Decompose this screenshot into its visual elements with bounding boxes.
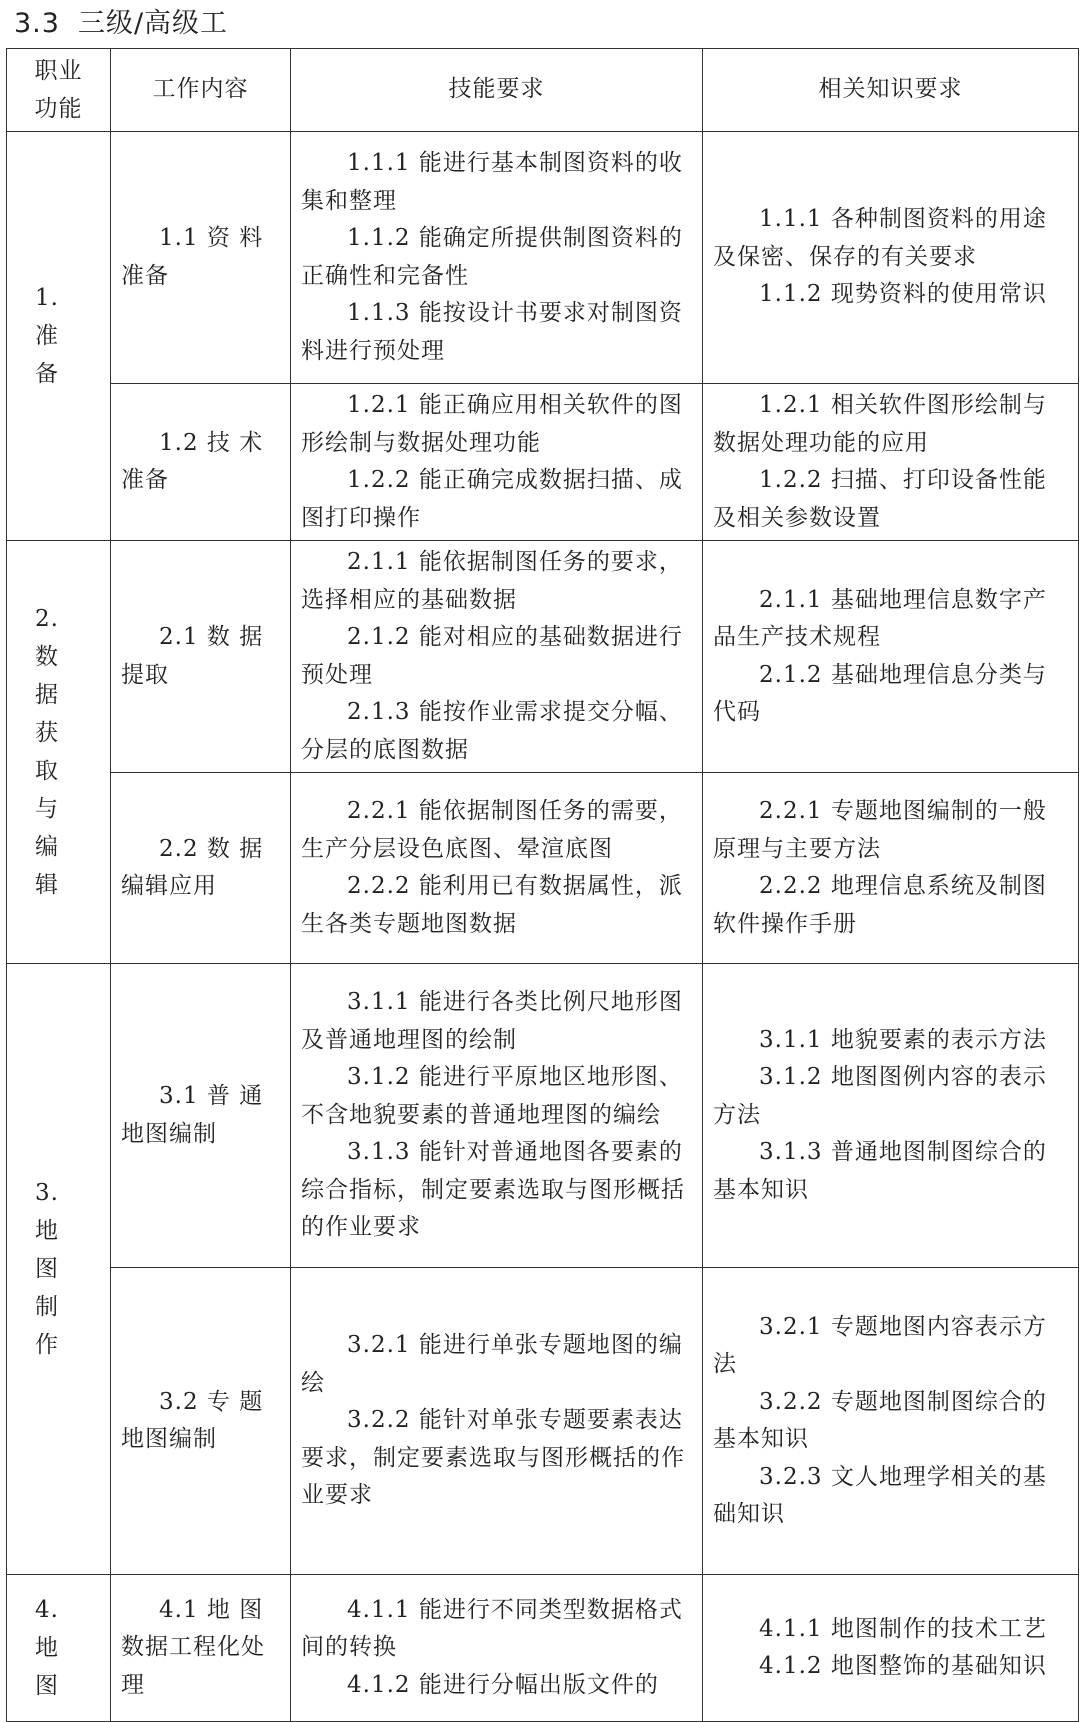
knowledge-item: 1.1.2 现势资料的使用常识	[759, 281, 1047, 308]
skill-item: 4.1.2 能进行分幅出版文件的	[347, 1671, 659, 1698]
knowledge-item: 4.1.1 地图制作的技术工艺	[759, 1615, 1047, 1642]
skill-item: 2.1.1 能依据制图任务的要求，选择相应的基础数据	[301, 549, 683, 613]
table-row	[7, 1575, 1079, 1722]
work-cell	[111, 773, 291, 964]
function-char: 取	[35, 758, 59, 784]
work-number: 1.2 技 术	[159, 429, 264, 456]
table-header-row	[7, 49, 1079, 132]
work-cell	[111, 1575, 291, 1722]
knowledge-item: 2.2.2 地理信息系统及制图软件操作手册	[713, 873, 1047, 937]
function-char: 据	[35, 682, 59, 708]
function-char: 辑	[35, 872, 59, 898]
skill-item: 1.1.3 能按设计书要求对制图资料进行预处理	[301, 300, 683, 364]
work-title: 编辑应用	[121, 873, 217, 899]
knowledge-item: 3.2.3 文人地理学相关的基础知识	[713, 1463, 1047, 1527]
knowledge-item: 1.2.1 相关软件图形绘制与数据处理功能的应用	[713, 392, 1047, 456]
function-char: 与	[35, 796, 59, 822]
section-title: 三级/高级工	[77, 8, 229, 39]
knowledge-item: 1.1.1 各种制图资料的用途及保密、保存的有关要求	[713, 206, 1047, 270]
work-number: 1.1 资 料	[159, 225, 264, 251]
skill-cell	[291, 132, 703, 384]
knowledge-cell	[703, 541, 1079, 773]
work-title: 地图编制	[121, 1120, 217, 1147]
function-char: 作	[35, 1332, 59, 1358]
work-number: 3.1 普 通	[159, 1083, 264, 1109]
work-cell	[111, 384, 291, 541]
table-row	[7, 384, 1079, 541]
table-row	[7, 773, 1079, 964]
skill-item: 2.2.1 能依据制图任务的需要，生产分层设色底图、晕渲底图	[301, 798, 683, 862]
skill-cell	[291, 1268, 703, 1575]
work-cell	[111, 541, 291, 773]
skill-item: 1.1.1 能进行基本制图资料的收集和整理	[301, 150, 683, 214]
table-row	[7, 1268, 1079, 1575]
skill-standard-table	[6, 48, 1079, 1722]
function-char: 图	[35, 1256, 59, 1282]
work-cell	[111, 132, 291, 384]
skill-item: 1.2.1 能正确应用相关软件的图形绘制与数据处理功能	[301, 392, 683, 456]
function-char: 备	[35, 361, 59, 387]
section-heading	[14, 4, 228, 44]
work-number: 2.2 数 据	[159, 835, 264, 862]
knowledge-item: 2.1.1 基础地理信息数字产品生产技术规程	[713, 586, 1047, 650]
header-function	[7, 49, 111, 132]
function-number: 1.	[35, 285, 59, 311]
work-title: 数据工程化处理	[121, 1634, 265, 1698]
skill-item: 3.1.2 能进行平原地区地形图、不含地貌要素的普通地理图的编绘	[301, 1064, 683, 1128]
header-function-line2: 功能	[34, 96, 83, 122]
knowledge-item: 2.2.1 专题地图编制的一般原理与主要方法	[713, 798, 1047, 862]
work-title: 地图编制	[121, 1426, 217, 1452]
skill-item: 1.1.2 能确定所提供制图资料的正确性和完备性	[301, 225, 683, 289]
knowledge-item: 4.1.2 地图整饰的基础知识	[759, 1653, 1047, 1679]
work-cell	[111, 1268, 291, 1575]
work-title: 准备	[121, 262, 169, 289]
skill-item: 2.1.3 能按作业需求提交分幅、分层的底图数据	[301, 699, 683, 763]
skill-item: 2.2.2 能利用已有数据属性，派生各类专题地图数据	[301, 873, 683, 937]
knowledge-cell	[703, 132, 1079, 384]
function-char: 准	[35, 323, 59, 349]
knowledge-item: 3.1.3 普通地图制图综合的基本知识	[713, 1139, 1047, 1203]
table-row	[7, 132, 1079, 384]
knowledge-item: 3.2.2 专题地图制图综合的基本知识	[713, 1388, 1047, 1452]
skill-item: 3.1.3 能针对普通地图各要素的综合指标，制定要素选取与图形概括的作业要求	[301, 1139, 685, 1241]
skill-cell	[291, 541, 703, 773]
knowledge-item: 3.1.1 地貌要素的表示方法	[759, 1026, 1047, 1053]
skill-cell	[291, 1575, 703, 1722]
work-cell	[111, 964, 291, 1268]
work-number: 2.1 数 据	[159, 624, 264, 650]
function-char: 地	[35, 1218, 59, 1244]
skill-cell	[291, 773, 703, 964]
table-row	[7, 964, 1079, 1268]
function-char: 获	[35, 720, 59, 746]
skill-cell	[291, 964, 703, 1268]
knowledge-item: 3.1.2 地图图例内容的表示方法	[713, 1064, 1047, 1128]
skill-item: 2.1.2 能对相应的基础数据进行预处理	[301, 624, 683, 688]
knowledge-cell	[703, 964, 1079, 1268]
skill-cell	[291, 384, 703, 541]
knowledge-cell	[703, 384, 1079, 541]
work-number: 4.1 地 图	[159, 1596, 264, 1623]
function-cell-3	[7, 964, 111, 1575]
function-number: 2.	[35, 606, 59, 632]
section-number: 3.3	[14, 8, 60, 39]
function-number: 4.	[35, 1597, 59, 1623]
knowledge-cell	[703, 1575, 1079, 1722]
function-cell-4	[7, 1575, 111, 1722]
function-char: 编	[35, 834, 59, 860]
work-title: 提取	[121, 661, 169, 688]
table-row	[7, 541, 1079, 773]
header-work: 工作内容	[111, 49, 291, 132]
function-char: 地	[35, 1635, 59, 1661]
header-function-line1: 职业	[34, 58, 83, 84]
skill-item: 1.2.2 能正确完成数据扫描、成图打印操作	[301, 467, 683, 531]
work-title: 准备	[121, 467, 169, 493]
knowledge-cell	[703, 773, 1079, 964]
knowledge-item: 1.2.2 扫描、打印设备性能及相关参数设置	[713, 467, 1047, 531]
function-cell-2	[7, 541, 111, 964]
skill-item: 4.1.1 能进行不同类型数据格式间的转换	[301, 1596, 683, 1661]
work-number: 3.2 专 题	[159, 1388, 264, 1415]
header-knowledge: 相关知识要求	[703, 49, 1079, 132]
skill-item: 3.1.1 能进行各类比例尺地形图及普通地理图的绘制	[301, 989, 683, 1053]
knowledge-item: 3.2.1 专题地图内容表示方法	[713, 1313, 1047, 1377]
function-number: 3.	[35, 1180, 59, 1206]
function-char: 数	[35, 644, 59, 670]
knowledge-item: 2.1.2 基础地理信息分类与代码	[713, 661, 1047, 725]
function-char: 制	[35, 1294, 59, 1320]
header-skill: 技能要求	[291, 49, 703, 132]
skill-item: 3.2.1 能进行单张专题地图的编绘	[301, 1332, 683, 1396]
function-char: 图	[35, 1673, 59, 1699]
knowledge-cell	[703, 1268, 1079, 1575]
function-cell-1	[7, 132, 111, 541]
skill-item: 3.2.2 能针对单张专题要素表达要求，制定要素选取与图形概括的作业要求	[301, 1407, 685, 1509]
